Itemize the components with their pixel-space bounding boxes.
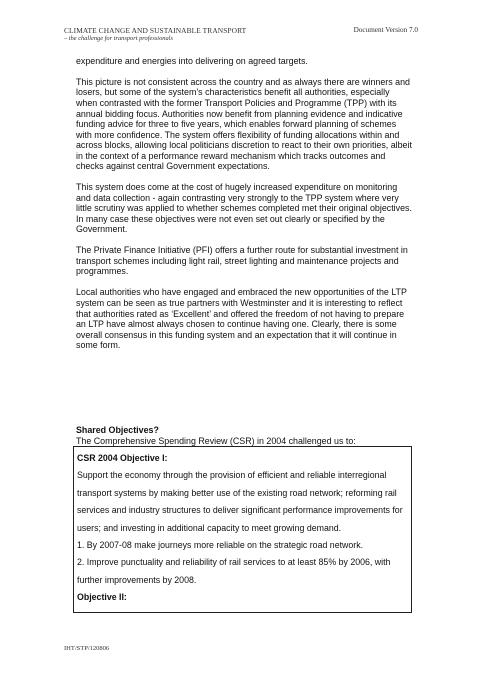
- objective-text: Support the economy through the provision of efficient and reliable interregional transport systems by making better use of the existing road network; reforming rail services and industry structures to deliver significant performance improvements for users; and investing in additional capacity to meet growing demand.: [77, 470, 403, 533]
- section-intro: The Comprehensive Spending Review (CSR) in 2004 challenged us to:: [76, 435, 356, 446]
- objective-item: 1. By 2007-08 make journeys more reliable on the strategic road network.: [77, 540, 364, 551]
- shared-objectives-section: [76, 425, 416, 446]
- objectives-box: [73, 446, 412, 613]
- objective-item: 2. Improve punctuality and reliability of rail services to at least 85% by 2006, with further improvements by 2008.: [77, 557, 391, 585]
- paragraph: Local authorities who have engaged and embraced the new opportunities of the LTP system can be seen as true partners with Westminster and it is interesting to reflect that authorities rated as ‘Excellent’ and offered the freedom of not having to prepare an LTP have almost always chosen to continue having one. Clearly, there is some overall consensus in this funding system and an expectation that it will continue in some form.: [76, 287, 407, 351]
- section-heading: Shared Objectives?: [76, 425, 159, 435]
- paragraph: This picture is not consistent across the country and as always there are winners and losers, but some of the system’s characteristics benefit all authorities, especially when contrasted with the former Transport Policies and Programme (TPP) with its annual bidding focus. Authorities now benefit from planning evidence and indicative funding advice for three to five years, which enables forward planning of schemes with more confidence. The system offers flexibility of funding allocations within and across blocks, allowing local politicians discretion to react to their own priorities, albeit in the context of a performance reward mechanism which tracks outcomes and checks against central Government expectations.: [76, 76, 412, 172]
- header-subtitle: – the challenge for transport professionals: [64, 35, 173, 42]
- objective-heading: CSR 2004 Objective I:: [77, 453, 168, 463]
- paragraph: The Private Finance Initiative (PFI) offers a further route for substantial investment in transport schemes including light rail, street lighting and maintenance projects and programmes.: [76, 245, 408, 277]
- paragraph: This system does come at the cost of hugely increased expenditure on monitoring and data collection - again contrasting very strongly to the TPP system where very little scrutiny was applied to whether schemes completed met their original objectives. In many case these objectives were not even set out clearly or specified by the Government.: [76, 182, 412, 235]
- paragraph: expenditure and energies into delivering on agreed targets.: [76, 56, 308, 66]
- objective-heading: Objective II:: [77, 592, 127, 603]
- footer-reference: IHT/STP/120806: [64, 645, 110, 652]
- body-text: [76, 56, 412, 361]
- document-version: Document Version 7.0: [353, 26, 418, 34]
- header-title: CLIMATE CHANGE AND SUSTAINABLE TRANSPORT: [64, 26, 247, 35]
